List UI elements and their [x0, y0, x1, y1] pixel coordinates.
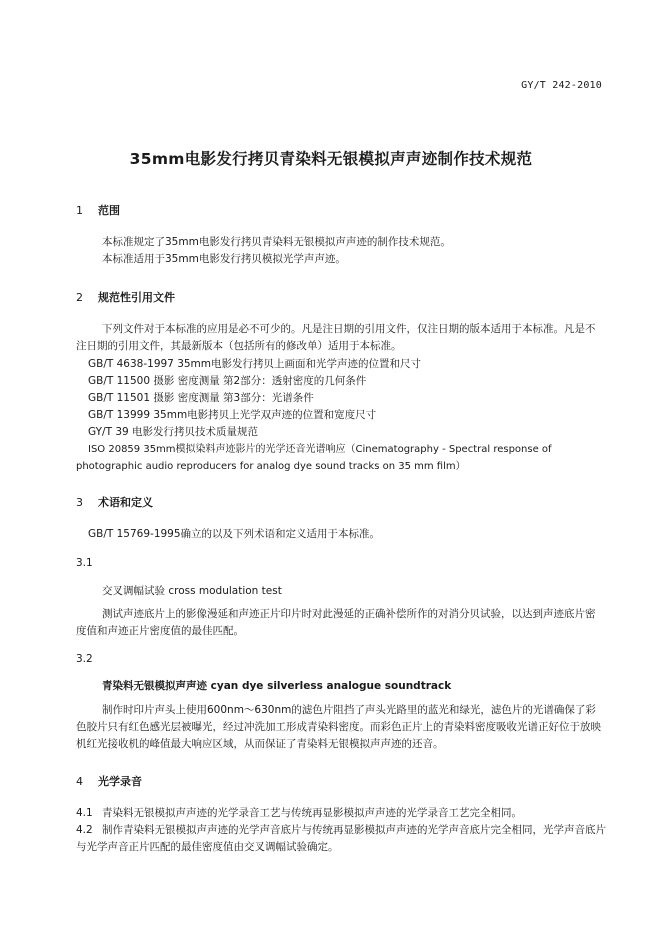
clause-text: 青染料无银模拟声声迹的光学录音工艺与传统再显影模拟声声迹的光学录音工艺完全相同。	[102, 807, 522, 819]
reference-item: ISO 20859 35mm模拟染料声迹影片的光学还音光谱响应（Cinematography - Spectral response of photographic audio reproducers for analog dye sound tracks on 35 mm film）	[76, 444, 552, 472]
paragraph: GB/T 15769-1995确立的以及下列术语和定义适用于本标准。	[88, 528, 381, 540]
section-title: 范围	[98, 204, 120, 217]
section-number: 2	[76, 291, 83, 304]
reference-item: GB/T 4638-1997 35mm电影发行拷贝上画面和光学声迹的位置和尺寸	[88, 358, 422, 370]
section-1-heading	[76, 202, 120, 218]
section-title: 术语和定义	[98, 496, 153, 509]
term-name: 交叉调幅试验 cross modulation test	[102, 585, 282, 597]
term-number: 3.1	[76, 557, 93, 569]
section-3-heading	[76, 494, 153, 510]
term-number: 3.2	[76, 653, 93, 665]
clause-number: 4.1	[76, 807, 93, 819]
section-number: 3	[76, 496, 83, 509]
term-name: 青染料无银模拟声声迹 cyan dye silverless analogue soundtrack	[102, 680, 452, 692]
reference-item: GB/T 11501 摄影 密度测量 第3部分：光谱条件	[88, 392, 314, 404]
section-number: 1	[76, 204, 83, 217]
section-2-heading	[76, 289, 175, 305]
paragraph: 本标准适用于35mm电影发行拷贝模拟光学声声迹。	[102, 253, 346, 265]
clause	[76, 805, 606, 822]
section-title: 规范性引用文件	[98, 291, 175, 304]
standard-number: GY/T 242-2010	[521, 80, 602, 91]
term-definition: 测试声迹底片上的影像漫延和声迹正片印片时对此漫延的正确补偿所作的对消分贝试验，以达到声迹底片密度值和声迹正片密度值的最佳匹配。	[76, 608, 596, 637]
clause-number: 4.2	[76, 824, 93, 836]
document-title: 35mm电影发行拷贝青染料无银模拟声声迹制作技术规范	[129, 150, 533, 168]
section-4-heading	[76, 773, 142, 789]
paragraph: 本标准规定了35mm电影发行拷贝青染料无银模拟声声迹的制作技术规范。	[102, 236, 451, 248]
paragraph: 下列文件对于本标准的应用是必不可少的。凡是注日期的引用文件，仅注日期的版本适用于本标准。凡是不注日期的引用文件，其最新版本（包括所有的修改单）适用于本标准。	[76, 323, 596, 352]
reference-item: GB/T 11500 摄影 密度测量 第2部分：透射密度的几何条件	[88, 375, 367, 387]
reference-item: GB/T 13999 35mm电影拷贝上光学双声迹的位置和宽度尺寸	[88, 409, 377, 421]
reference-item: GY/T 39 电影发行拷贝技术质量规范	[88, 426, 259, 438]
section-number: 4	[76, 775, 83, 788]
section-title: 光学录音	[98, 775, 142, 788]
term-definition: 制作时印片声头上使用600nm～630nm的滤色片阻挡了声头光路里的蓝光和绿光，滤色片的光谱确保了彩色胶片只有红色感光层被曝光，经过冲洗加工形成青染料密度。而彩色正片上的青染料密度吸收光谱正好位于放映机红光接收机的峰值最大响应区域，从而保证了青染料无银模拟声声迹的还音。	[76, 704, 601, 750]
clause-text: 制作青染料无银模拟声声迹的光学声音底片与传统再显影模拟声声迹的光学声音底片完全相同，光学声音底片与光学声音正片匹配的最佳密度值由交叉调幅试验确定。	[76, 824, 606, 853]
clause	[76, 822, 606, 856]
